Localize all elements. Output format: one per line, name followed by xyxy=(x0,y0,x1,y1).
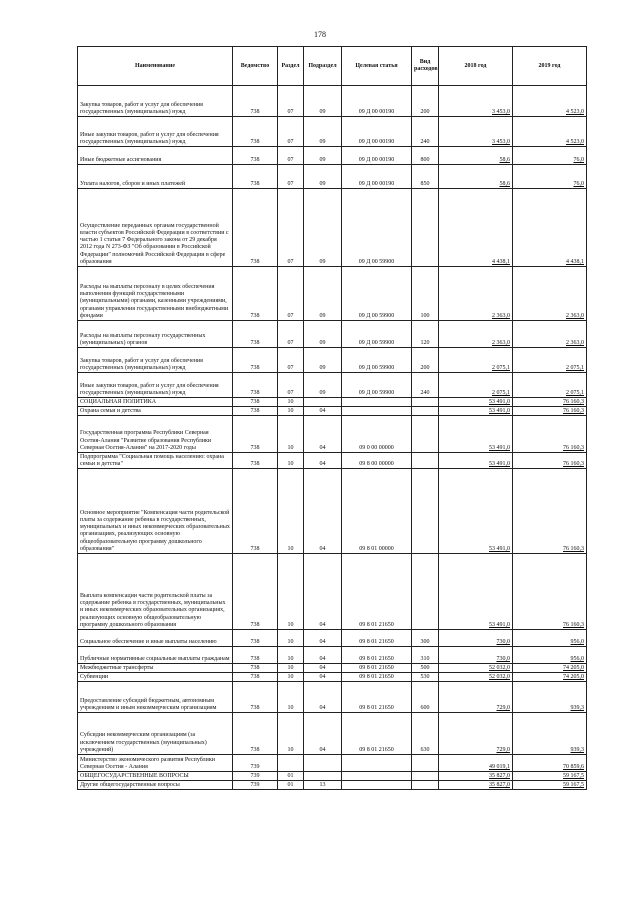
cell-2019: 76 160,3 xyxy=(513,407,587,416)
cell-vid: 120 xyxy=(412,321,439,348)
table-row xyxy=(78,673,587,682)
cell-razdel: 07 xyxy=(278,267,304,321)
cell-vedomstvo: 738 xyxy=(233,416,278,453)
cell-razdel: 01 xyxy=(278,781,304,790)
header-2019: 2019 год xyxy=(513,47,587,86)
cell-name: Межбюджетные трансферты xyxy=(78,664,233,673)
cell-2018: 53 491,0 xyxy=(439,398,513,407)
cell-2018: 2 075,1 xyxy=(439,348,513,373)
table-row xyxy=(78,373,587,398)
table-row xyxy=(78,772,587,781)
cell-vedomstvo: 738 xyxy=(233,189,278,267)
cell-name: ОБЩЕГОСУДАРСТВЕННЫЕ ВОПРОСЫ xyxy=(78,772,233,781)
cell-vedomstvo: 738 xyxy=(233,373,278,398)
cell-statya: 09 8 01 21650 xyxy=(342,630,412,647)
cell-2019: 4 523,0 xyxy=(513,86,587,117)
cell-razdel: 07 xyxy=(278,86,304,117)
cell-name: Расходы на выплаты персоналу в целях обеспечения выполнения функций государственными (муниципальными) органами, казенными учреждениями, органами управления государственными внебюджетными фондами xyxy=(78,267,233,321)
cell-name: Социальное обеспечение и иные выплаты населению xyxy=(78,630,233,647)
cell-name: Осуществление переданных органам государственной власти субъектов Российской Федерации в соответствии с частью 1 статьи 7 Федерального закона от 29 декабря 2012 года N 273-ФЗ "Об образовании в Российской Федерации" полномочий Российской Федерации в сфере образования xyxy=(78,189,233,267)
table-row xyxy=(78,781,587,790)
cell-vid: 200 xyxy=(412,86,439,117)
cell-vedomstvo: 738 xyxy=(233,321,278,348)
cell-2019: 76 160,3 xyxy=(513,469,587,554)
cell-razdel: 10 xyxy=(278,713,304,755)
cell-statya: 09 8 01 21650 xyxy=(342,682,412,713)
cell-2018: 53 491,0 xyxy=(439,469,513,554)
header-podrazdel: Подраздел xyxy=(304,47,342,86)
cell-vid xyxy=(412,453,439,469)
cell-podrazdel: 04 xyxy=(304,416,342,453)
cell-razdel: 10 xyxy=(278,630,304,647)
table-row xyxy=(78,647,587,664)
cell-2018: 52 032,0 xyxy=(439,673,513,682)
table-row xyxy=(78,407,587,416)
cell-2018: 3 453,0 xyxy=(439,86,513,117)
header-razdel: Раздел xyxy=(278,47,304,86)
cell-razdel: 10 xyxy=(278,416,304,453)
cell-vid: 630 xyxy=(412,713,439,755)
table-row xyxy=(78,398,587,407)
cell-vid: 530 xyxy=(412,673,439,682)
cell-razdel: 10 xyxy=(278,407,304,416)
cell-name: Закупка товаров, работ и услуг для обеспечения государственных (муниципальных) нужд xyxy=(78,348,233,373)
cell-vedomstvo: 738 xyxy=(233,673,278,682)
cell-statya: 09 8 01 21650 xyxy=(342,554,412,630)
table-row xyxy=(78,189,587,267)
cell-razdel: 10 xyxy=(278,673,304,682)
cell-name: Публичные нормативные социальные выплаты гражданам xyxy=(78,647,233,664)
cell-statya: 09 8 01 21650 xyxy=(342,673,412,682)
cell-2018: 53 491,0 xyxy=(439,453,513,469)
cell-podrazdel xyxy=(304,398,342,407)
cell-vedomstvo: 738 xyxy=(233,147,278,165)
cell-statya: 09 Д 00 59900 xyxy=(342,267,412,321)
cell-podrazdel: 09 xyxy=(304,267,342,321)
cell-razdel: 07 xyxy=(278,321,304,348)
cell-vid: 500 xyxy=(412,664,439,673)
cell-2018: 53 491,0 xyxy=(439,416,513,453)
cell-name: Охрана семьи и детства xyxy=(78,407,233,416)
cell-vid xyxy=(412,772,439,781)
cell-vedomstvo: 739 xyxy=(233,781,278,790)
cell-2019: 939,3 xyxy=(513,682,587,713)
cell-vedomstvo: 738 xyxy=(233,165,278,189)
cell-statya: 09 Д 00 59900 xyxy=(342,321,412,348)
table-header-row xyxy=(78,47,587,86)
cell-podrazdel: 09 xyxy=(304,147,342,165)
cell-razdel: 10 xyxy=(278,664,304,673)
table-row xyxy=(78,664,587,673)
cell-2018: 35 827,0 xyxy=(439,781,513,790)
cell-vid xyxy=(412,554,439,630)
cell-razdel: 07 xyxy=(278,348,304,373)
cell-name: Закупка товаров, работ и услуг для обеспечения государственных (муниципальных) нужд xyxy=(78,86,233,117)
cell-podrazdel: 09 xyxy=(304,86,342,117)
cell-vedomstvo: 738 xyxy=(233,682,278,713)
cell-name: Иные бюджетные ассигнования xyxy=(78,147,233,165)
cell-name: Субсидии некоммерческим организациям (за исключением государственных (муниципальных) учреждений) xyxy=(78,713,233,755)
cell-2018: 58,6 xyxy=(439,147,513,165)
cell-2018: 729,0 xyxy=(439,713,513,755)
cell-podrazdel: 09 xyxy=(304,373,342,398)
cell-vedomstvo: 738 xyxy=(233,86,278,117)
cell-2019: 2 075,1 xyxy=(513,348,587,373)
cell-podrazdel: 04 xyxy=(304,647,342,664)
cell-2019: 76 160,3 xyxy=(513,554,587,630)
cell-2019: 76 160,3 xyxy=(513,398,587,407)
table-row xyxy=(78,682,587,713)
cell-2019: 2 075,1 xyxy=(513,373,587,398)
table-row xyxy=(78,630,587,647)
cell-razdel: 07 xyxy=(278,373,304,398)
cell-2018: 53 491,0 xyxy=(439,407,513,416)
cell-vedomstvo: 738 xyxy=(233,713,278,755)
cell-statya: 09 0 00 00000 xyxy=(342,416,412,453)
cell-vid: 850 xyxy=(412,165,439,189)
header-vedomstvo: Ведомство xyxy=(233,47,278,86)
table-row xyxy=(78,416,587,453)
cell-2018: 35 827,0 xyxy=(439,772,513,781)
cell-podrazdel: 04 xyxy=(304,673,342,682)
cell-podrazdel: 04 xyxy=(304,713,342,755)
cell-vid: 600 xyxy=(412,682,439,713)
cell-vid xyxy=(412,755,439,772)
cell-razdel: 10 xyxy=(278,682,304,713)
cell-vid: 240 xyxy=(412,373,439,398)
cell-podrazdel: 09 xyxy=(304,189,342,267)
header-statya: Целевая статья xyxy=(342,47,412,86)
cell-vid xyxy=(412,189,439,267)
cell-vedomstvo: 739 xyxy=(233,772,278,781)
cell-vedomstvo: 739 xyxy=(233,755,278,772)
cell-vid: 800 xyxy=(412,147,439,165)
cell-2018: 730,0 xyxy=(439,630,513,647)
table-row xyxy=(78,755,587,772)
cell-name: Государственная программа Республики Северная Осетия-Алания "Развитие образования Республики Северная Осетия-Алания" на 2017-2020 годы xyxy=(78,416,233,453)
cell-podrazdel: 04 xyxy=(304,554,342,630)
cell-name: Выплата компенсации части родительской платы за содержание ребенка в государственных, муниципальных и иных некоммерческих образовательных организациях, реализующих основную общеобразовательную программу дошкольного образования xyxy=(78,554,233,630)
cell-2018: 52 032,0 xyxy=(439,664,513,673)
cell-podrazdel xyxy=(304,772,342,781)
cell-razdel xyxy=(278,755,304,772)
cell-statya xyxy=(342,407,412,416)
cell-2019: 956,0 xyxy=(513,630,587,647)
cell-vedomstvo: 738 xyxy=(233,348,278,373)
cell-vid xyxy=(412,469,439,554)
cell-razdel: 10 xyxy=(278,554,304,630)
cell-vedomstvo: 738 xyxy=(233,469,278,554)
cell-razdel: 10 xyxy=(278,469,304,554)
cell-statya xyxy=(342,781,412,790)
table-row xyxy=(78,348,587,373)
header-name: Наименование xyxy=(78,47,233,86)
cell-podrazdel: 04 xyxy=(304,682,342,713)
cell-vid: 310 xyxy=(412,647,439,664)
cell-2019: 956,0 xyxy=(513,647,587,664)
cell-2019: 2 363,0 xyxy=(513,267,587,321)
cell-vid xyxy=(412,781,439,790)
cell-2018: 58,6 xyxy=(439,165,513,189)
cell-name: Основное мероприятие "Компенсация части родительской платы за содержание ребенка в государственных, муниципальных и иных некоммерческих образовательных организациях, реализующих основную общеобразовательную программу дошкольного образования" xyxy=(78,469,233,554)
cell-podrazdel: 04 xyxy=(304,453,342,469)
table-row xyxy=(78,453,587,469)
cell-name: Субвенции xyxy=(78,673,233,682)
cell-vedomstvo: 738 xyxy=(233,267,278,321)
cell-statya xyxy=(342,772,412,781)
cell-statya: 09 8 00 00000 xyxy=(342,453,412,469)
cell-podrazdel: 09 xyxy=(304,165,342,189)
cell-razdel: 01 xyxy=(278,772,304,781)
cell-vid xyxy=(412,398,439,407)
cell-2018: 730,0 xyxy=(439,647,513,664)
cell-razdel: 07 xyxy=(278,147,304,165)
cell-podrazdel: 04 xyxy=(304,630,342,647)
cell-vedomstvo: 738 xyxy=(233,117,278,147)
cell-2018: 3 453,0 xyxy=(439,117,513,147)
cell-razdel: 07 xyxy=(278,117,304,147)
cell-2018: 49 019,1 xyxy=(439,755,513,772)
budget-table xyxy=(77,46,587,790)
cell-razdel: 10 xyxy=(278,453,304,469)
cell-statya: 09 8 01 21650 xyxy=(342,647,412,664)
cell-name: Иные закупки товаров, работ и услуг для обеспечения государственных (муниципальных) нужд xyxy=(78,373,233,398)
cell-vid xyxy=(412,416,439,453)
cell-podrazdel: 09 xyxy=(304,117,342,147)
cell-statya: 09 8 01 21650 xyxy=(342,664,412,673)
cell-podrazdel: 09 xyxy=(304,321,342,348)
cell-2019: 4 438,1 xyxy=(513,189,587,267)
cell-2019: 59 167,5 xyxy=(513,781,587,790)
cell-statya: 09 Д 00 00190 xyxy=(342,117,412,147)
cell-statya xyxy=(342,398,412,407)
cell-name: Уплата налогов, сборов и иных платежей xyxy=(78,165,233,189)
cell-razdel: 07 xyxy=(278,189,304,267)
cell-podrazdel: 13 xyxy=(304,781,342,790)
cell-name: Министерство экономического развития Республики Северная Осетия - Алания xyxy=(78,755,233,772)
cell-statya: 09 Д 00 00190 xyxy=(342,147,412,165)
cell-vid: 240 xyxy=(412,117,439,147)
table-row xyxy=(78,147,587,165)
table-row xyxy=(78,267,587,321)
cell-name: Подпрограмма "Социальная помощь населению: охрана семьи и детства" xyxy=(78,453,233,469)
table-row xyxy=(78,554,587,630)
cell-vedomstvo: 738 xyxy=(233,554,278,630)
table-body xyxy=(78,86,587,790)
cell-statya: 09 Д 00 00190 xyxy=(342,165,412,189)
header-vid: Вид расходов xyxy=(412,47,439,86)
cell-statya xyxy=(342,755,412,772)
table-row xyxy=(78,713,587,755)
cell-podrazdel: 04 xyxy=(304,469,342,554)
cell-2018: 2 075,1 xyxy=(439,373,513,398)
cell-name: Другие общегосударственные вопросы xyxy=(78,781,233,790)
cell-2019: 76 160,3 xyxy=(513,453,587,469)
cell-name: Расходы на выплаты персоналу государственных (муниципальных) органов xyxy=(78,321,233,348)
cell-statya: 09 Д 00 00190 xyxy=(342,86,412,117)
cell-vedomstvo: 738 xyxy=(233,453,278,469)
cell-2019: 76 160,3 xyxy=(513,416,587,453)
page-number: 178 xyxy=(314,30,326,39)
cell-vedomstvo: 738 xyxy=(233,664,278,673)
cell-vid: 100 xyxy=(412,267,439,321)
cell-podrazdel: 04 xyxy=(304,407,342,416)
cell-podrazdel: 09 xyxy=(304,348,342,373)
cell-razdel: 10 xyxy=(278,398,304,407)
cell-statya: 09 Д 00 59900 xyxy=(342,348,412,373)
cell-name: СОЦИАЛЬНАЯ ПОЛИТИКА xyxy=(78,398,233,407)
cell-vid xyxy=(412,407,439,416)
cell-2018: 2 363,0 xyxy=(439,267,513,321)
cell-2018: 53 491,0 xyxy=(439,554,513,630)
cell-statya: 09 Д 00 59900 xyxy=(342,373,412,398)
table-row xyxy=(78,165,587,189)
cell-razdel: 10 xyxy=(278,647,304,664)
cell-2019: 76,0 xyxy=(513,165,587,189)
table-row xyxy=(78,469,587,554)
cell-2019: 4 523,0 xyxy=(513,117,587,147)
header-2018: 2018 год xyxy=(439,47,513,86)
cell-2019: 74 205,0 xyxy=(513,673,587,682)
table-row xyxy=(78,321,587,348)
cell-2018: 2 363,0 xyxy=(439,321,513,348)
cell-2019: 2 363,0 xyxy=(513,321,587,348)
cell-vedomstvo: 738 xyxy=(233,398,278,407)
cell-statya: 09 8 01 21650 xyxy=(342,713,412,755)
cell-2019: 59 167,5 xyxy=(513,772,587,781)
cell-2018: 4 438,1 xyxy=(439,189,513,267)
table-row xyxy=(78,86,587,117)
cell-vid: 200 xyxy=(412,348,439,373)
cell-2019: 76,0 xyxy=(513,147,587,165)
cell-2019: 70 859,6 xyxy=(513,755,587,772)
cell-vedomstvo: 738 xyxy=(233,647,278,664)
cell-2019: 939,3 xyxy=(513,713,587,755)
table-row xyxy=(78,117,587,147)
cell-razdel: 07 xyxy=(278,165,304,189)
cell-statya: 09 8 01 00000 xyxy=(342,469,412,554)
cell-statya: 09 Д 00 59900 xyxy=(342,189,412,267)
cell-2019: 74 205,0 xyxy=(513,664,587,673)
cell-podrazdel: 04 xyxy=(304,664,342,673)
cell-name: Иные закупки товаров, работ и услуг для обеспечения государственных (муниципальных) нужд xyxy=(78,117,233,147)
cell-vid: 300 xyxy=(412,630,439,647)
cell-name: Предоставление субсидий бюджетным, автономным учреждениям и иным некоммерческим организациям xyxy=(78,682,233,713)
cell-podrazdel xyxy=(304,755,342,772)
cell-vedomstvo: 738 xyxy=(233,407,278,416)
cell-2018: 729,0 xyxy=(439,682,513,713)
cell-vedomstvo: 738 xyxy=(233,630,278,647)
